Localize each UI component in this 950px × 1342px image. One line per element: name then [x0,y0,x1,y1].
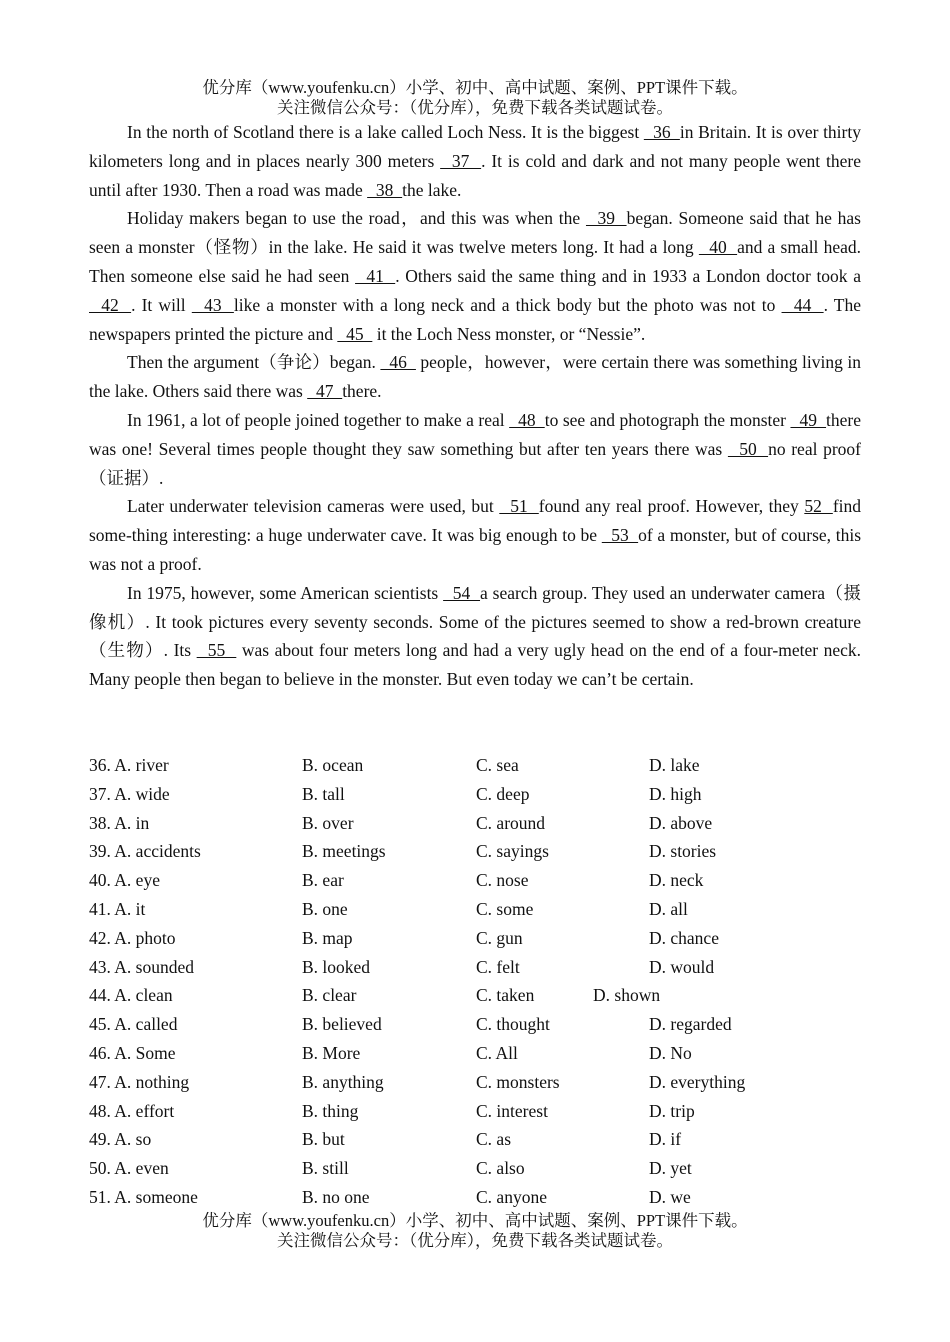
option-c: C. anyone [476,1186,547,1207]
option-a: 42. A. photo [89,927,176,948]
blank-54: 54 [443,582,481,603]
blank-36: 36 [643,122,680,142]
option-b: B. still [302,1158,349,1179]
footer-line-2: 关注微信公众号：（优分库），免费下载各类试题试卷。 [277,1231,673,1250]
passage-text: like a monster with a long neck and a thick body but the photo was not to [233,294,782,315]
option-d: D. neck [649,870,704,891]
option-d: D. trip [649,1100,695,1121]
option-b: B. meetings [302,841,386,862]
blank-45: 45 [337,323,373,344]
question-row [89,1039,861,1068]
footer-line-1: 优分库（www.youfenku.cn）小学、初中、高中试题、案例、PPT课件下载。 [202,1211,748,1230]
blank-41: 41 [355,265,396,286]
blank-46: 46 [380,352,416,373]
question-row [89,953,861,982]
blank-53: 53 [601,525,639,546]
option-c: C. monsters [476,1071,560,1092]
option-b: B. More [302,1042,361,1063]
option-a: 44. A. clean [89,985,173,1006]
option-c: C. some [476,898,534,919]
option-b: B. map [302,927,353,948]
option-a: 50. A. even [89,1158,169,1179]
passage-text: In the north of Scotland there is a lake called Loch Ness. It is the biggest [127,122,644,142]
question-row [89,837,861,866]
option-c: C. thought [476,1014,550,1035]
blank-55: 55 [196,640,237,661]
option-b: B. but [302,1129,345,1150]
option-c: C. nose [476,870,529,891]
option-a: 47. A. nothing [89,1071,190,1092]
question-row [89,780,861,809]
option-a: 49. A. so [89,1129,152,1150]
blank-50: 50 [727,438,769,459]
header-line-2: 关注微信公众号：（优分库），免费下载各类试题试卷。 [277,98,673,117]
option-d: D. we [649,1186,691,1207]
passage-text: . The newspapers printed the picture and [89,294,862,344]
passage-text: Holiday makers began to use the road，and this was when the [127,208,586,229]
question-row [89,981,861,1010]
option-b: B. thing [302,1100,359,1121]
option-d: D. stories [649,841,717,862]
paragraph-5 [89,492,861,578]
question-row [89,1068,861,1097]
question-row [89,924,861,953]
header-line-1: 优分库（www.youfenku.cn）小学、初中、高中试题、案例、PPT课件下载。 [202,78,748,97]
option-b: B. clear [302,985,357,1006]
option-c: C. also [476,1158,525,1179]
answer-options [89,751,861,1212]
question-row [89,1125,861,1154]
option-b: B. no one [302,1186,370,1207]
option-d: D. would [649,956,715,977]
option-a: 39. A. accidents [89,841,201,862]
question-row [89,1010,861,1039]
option-d: D. shown [593,985,661,1006]
option-c: C. as [476,1129,511,1150]
option-b: B. tall [302,783,345,804]
passage-text: to see and photograph the monster [544,409,791,430]
option-c: C. around [476,812,546,833]
passage-text: find some-thing interesting: a huge underwater cave. It was big enough to be [89,496,862,546]
page-header [0,78,950,118]
question-row [89,751,861,780]
blank-44: 44 [781,294,824,315]
option-b: B. believed [302,1014,382,1035]
option-a: 48. A. effort [89,1100,175,1121]
option-c: C. deep [476,783,530,804]
blank-38: 38 [367,179,403,200]
blank-51: 51 [499,496,539,517]
paragraph-2 [89,204,861,348]
option-a: 40. A. eye [89,870,160,891]
passage-text: there was one! Several times people thought they saw something but after ten years there was [89,409,862,459]
question-row [89,1154,861,1183]
option-d: D. above [649,812,713,833]
passage-text: no real proof（证据）. [89,438,862,488]
passage-text: the lake. [402,179,462,200]
option-c: C. All [476,1042,518,1063]
option-b: B. looked [302,956,371,977]
option-a: 37. A. wide [89,783,170,804]
paragraph-6 [89,579,861,694]
option-d: D. lake [649,755,700,775]
paragraph-4 [89,406,861,492]
option-b: B. over [302,812,354,833]
question-row [89,809,861,838]
option-a: 38. A. in [89,812,150,833]
passage-text: In 1961, a lot of people joined together to make a real [127,409,510,430]
option-a: 41. A. it [89,898,146,919]
blank-49: 49 [790,409,827,430]
passage-text: a search group. They used an underwater camera（摄像机）. It took pictures every seventy seconds. Some of the pictures seemed to show a red-brown creature（生物）. Its [89,582,862,661]
passage-text: Then the argument（争论）began. [127,352,381,373]
option-d: D. if [649,1129,682,1150]
option-d: D. yet [649,1158,692,1179]
passage-text: . It is cold and dark and not many people went there until after 1930. Then a road was made [89,150,861,200]
option-b: B. ocean [302,755,364,775]
option-a: 36. A. river [89,755,169,775]
question-row [89,866,861,895]
blank-40: 40 [698,237,738,258]
blank-42: 42 [89,294,132,315]
paragraph-3 [89,348,861,406]
question-row [89,1183,861,1212]
passage-text: and a small head. Then someone else said he had seen [89,237,862,286]
passage-text: . It will [131,294,192,315]
passage-text: of a monster, but of course, this was not a proof. [89,525,862,574]
blank-39: 39 [585,208,627,229]
blank-43: 43 [191,294,234,315]
option-d: D. No [649,1042,692,1063]
passage-text: In 1975, however, some American scientists [127,582,444,603]
option-d: D. high [649,783,702,804]
option-d: D. chance [649,927,719,948]
option-c: C. gun [476,927,523,948]
passage-text: people，however，were certain there was something living in the lake. Others said there was [89,352,861,402]
option-a: 45. A. called [89,1014,178,1035]
paragraph-1 [89,118,861,204]
option-d: D. everything [649,1071,746,1092]
blank-52: 52 [804,496,833,517]
passage-text: in Britain. It is over thirty kilometers long and in places nearly 300 meters [89,122,861,171]
option-a: 46. A. Some [89,1042,176,1063]
passage-text: . Others said the same thing and in 1933 a London doctor took a [395,265,861,286]
option-b: B. one [302,898,348,919]
option-b: B. ear [302,870,344,891]
cloze-passage [89,118,861,694]
option-d: D. regarded [649,1014,732,1035]
page-footer [0,1211,950,1251]
blank-37: 37 [440,150,482,171]
blank-48: 48 [509,409,545,430]
passage-text: was about four meters long and had a very ugly head on the end of a four-meter neck. Many people then began to believe in the monster. But even today we can’t be certain. [89,640,861,690]
blank-47: 47 [307,381,343,402]
option-d: D. all [649,898,688,919]
option-a: 51. A. someone [89,1186,198,1207]
question-row [89,1097,861,1126]
passage-text: found any real proof. However, they [538,496,805,517]
option-c: C. sayings [476,841,549,862]
option-b: B. anything [302,1071,384,1092]
passage-text: it the Loch Ness monster, or “Nessie”. [372,323,646,344]
option-c: C. taken [476,985,535,1006]
option-c: C. felt [476,956,520,977]
option-c: C. interest [476,1100,548,1121]
passage-text: Later underwater television cameras were used, but [127,496,500,517]
passage-text: began. Someone said that he has seen a monster（怪物）in the lake. He said it was twelve meters long. It had a long [89,208,861,258]
option-c: C. sea [476,755,519,775]
passage-text: there. [342,381,382,402]
question-row [89,895,861,924]
option-a: 43. A. sounded [89,956,194,977]
